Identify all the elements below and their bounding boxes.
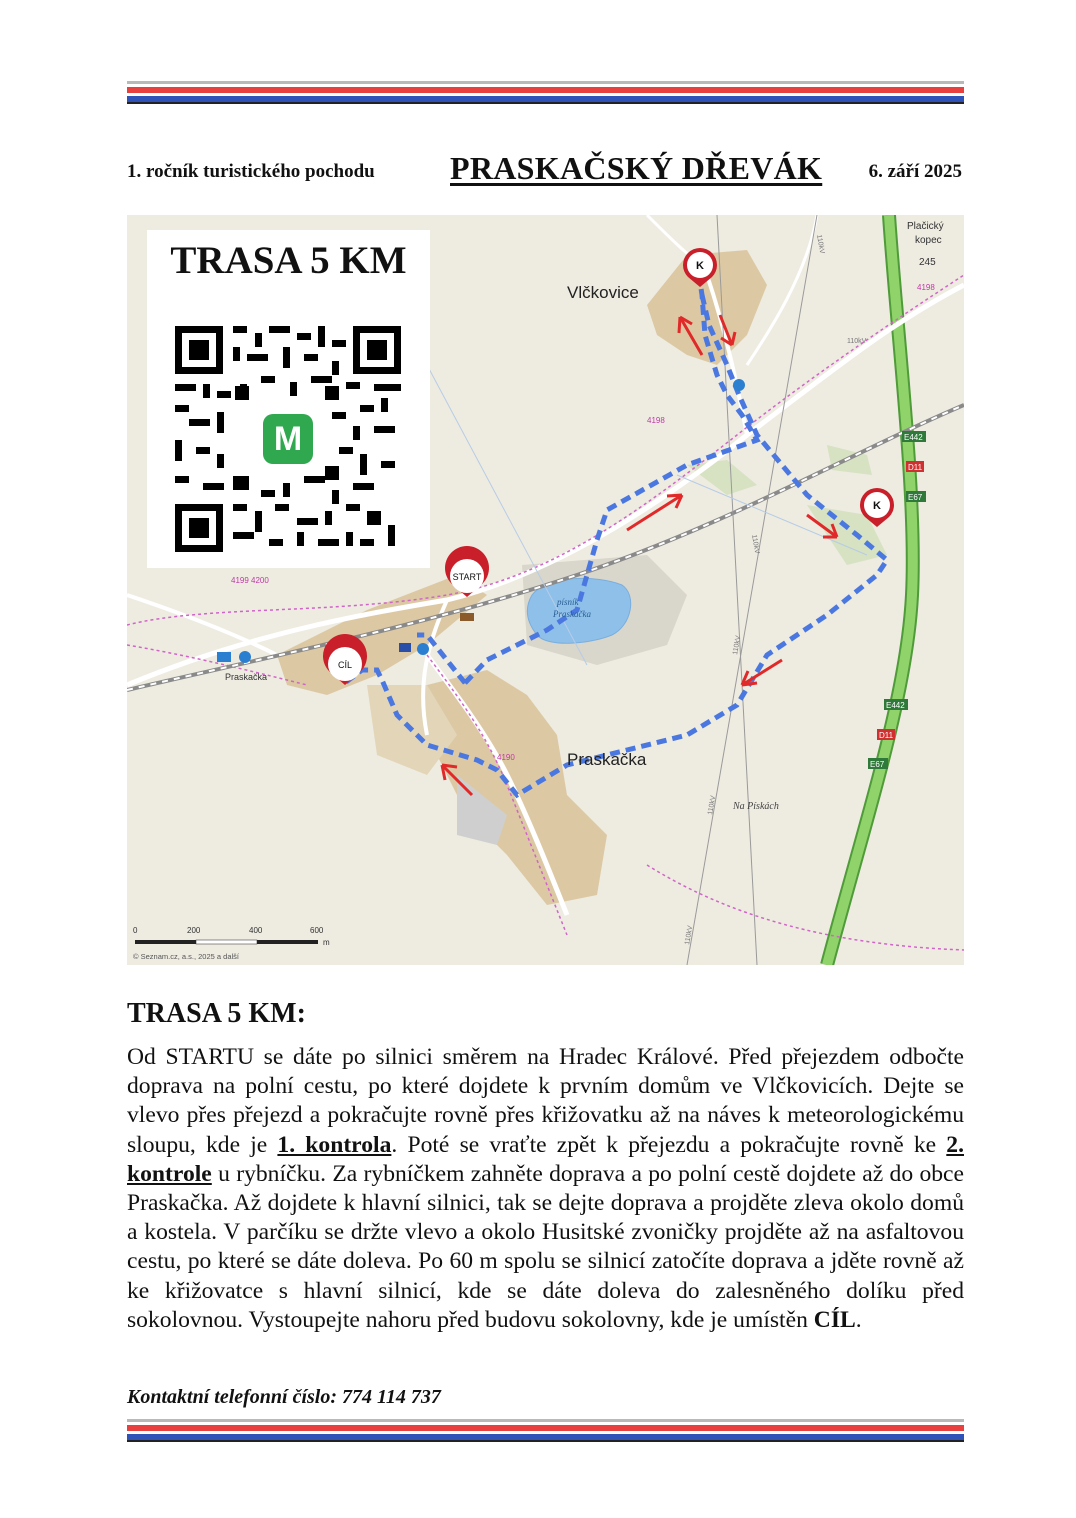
description-text: u rybníčku. Za rybníčkem zahněte doprava a po polní cestě dojdete až do obce Praskačka. Až dojdete k hlavní silnici, tak se dejte doprava a projděte zleva okolo domů a kostela. V parčíku se držte vlevo a okolo Husitské zvoničky projděte až na asfaltovou cestu, po které se dáte doleva. Po 60 m spolu se silnicí zatočíte doprava a jděte rovně až ke křižovatce s hlavní silnicí, kde se dáte doleva do zalesněného dolíku před sokolovnou. Vystoupejte nahoru před budovu sokolovny, kde je umístěn [127, 1160, 964, 1333]
scale-segment [196, 940, 257, 944]
road-4199 [127, 595, 277, 655]
contact-line [127, 1386, 441, 1409]
scale-tick: 600 [310, 926, 324, 935]
contact-phone[interactable]: 774 114 737 [342, 1386, 441, 1408]
road-shield-label: E442 [886, 701, 905, 710]
event-title: PRASKAČSKÝ DŘEVÁK [450, 150, 823, 186]
power-label: 110kV [684, 925, 695, 946]
scale-bar [133, 926, 330, 961]
bus-stop-icon [239, 651, 251, 663]
finish-text: CÍL [813, 1306, 856, 1333]
control-1-label: K [696, 260, 704, 272]
power-label: 110kV [847, 338, 867, 345]
top-flag-stripes [127, 81, 964, 104]
power-label: 110kV [732, 635, 743, 656]
label-praskacka: Praskačka [567, 750, 647, 769]
scale-segment [135, 940, 196, 944]
control-2-label: K [873, 500, 881, 512]
bottom-flag-stripes [127, 1419, 964, 1442]
label-placicky-kopec-2: kopec [915, 235, 942, 246]
finish-label: CÍL [337, 660, 353, 670]
label-pond-2: Praskačka [553, 609, 591, 619]
building-icon [460, 613, 474, 621]
praskacka-village-area [427, 670, 607, 905]
road-shield-label: D11 [908, 463, 923, 472]
map-copyright: © Seznam.cz, a.s., 2025 a další [133, 952, 239, 961]
road-label: 4199 4200 [231, 576, 269, 585]
road-shield-label: E67 [870, 760, 885, 769]
bus-stop-icon [733, 379, 745, 391]
power-label: 110kV [707, 795, 718, 816]
description-text: . [855, 1306, 862, 1333]
power-label: 110kV [750, 534, 761, 555]
train-station-icon [217, 652, 231, 662]
scale-tick: 200 [187, 926, 201, 935]
qr-code[interactable] [175, 326, 401, 552]
description-text: Od STARTU se dáte po silnici směrem na Hradec Králové. Před přejezdem odbočte doprava na polní cestu, po které dojdete k prvním domům ve Vlčkovicích. Dejte se vlevo přes přejezd a pokračujte rovně přes křižovatku až na náves k meteorologickému sloupu, kde je [127, 1044, 964, 1158]
description-text: . Poté se vraťte zpět k přejezdu a pokračujte rovně ke [391, 1131, 947, 1158]
label-vlckovice: Vlčkovice [567, 283, 639, 302]
label-pond: písník [557, 597, 579, 607]
start-label: START [452, 572, 482, 582]
mapy-logo-letter: M [273, 420, 303, 458]
control-2-text: 2. kontrole [127, 1131, 964, 1187]
scale-segment [257, 940, 318, 944]
road-shield-label: E67 [908, 493, 923, 502]
qr-title: TRASA 5 KM [170, 239, 407, 282]
label-placicky-kopec: Plačický [907, 221, 944, 232]
label-na-piskach: Na Pískách [733, 801, 779, 812]
event-edition: 1. ročník turistického pochodu [127, 161, 375, 182]
event-date: 6. září 2025 [868, 161, 962, 182]
road-label: 4190 [497, 753, 515, 762]
road-shield-label: D11 [879, 731, 894, 740]
label-elevation: 245 [919, 257, 936, 268]
route-description [127, 1043, 964, 1335]
road-shield-label: E442 [904, 433, 923, 442]
scale-tick: 0 [133, 926, 138, 935]
qr-panel [147, 230, 430, 568]
road-label: 4198 [917, 283, 935, 292]
document-header [127, 150, 964, 190]
motorway-d11-inner [827, 215, 913, 965]
post-office-icon [399, 643, 411, 652]
label-praskacka-station: Praskačka [225, 672, 268, 682]
boundary-line [647, 865, 964, 950]
contact-label: Kontaktní telefonní číslo: [127, 1386, 343, 1408]
power-label: 110kV [815, 234, 826, 255]
bus-stop-icon [417, 643, 429, 655]
scale-tick: 400 [249, 926, 263, 935]
route-heading: TRASA 5 KM: [127, 998, 306, 1029]
road-label: 4198 [647, 416, 665, 425]
control-1-text: 1. kontrola [277, 1131, 392, 1158]
scale-unit: m [323, 938, 330, 947]
